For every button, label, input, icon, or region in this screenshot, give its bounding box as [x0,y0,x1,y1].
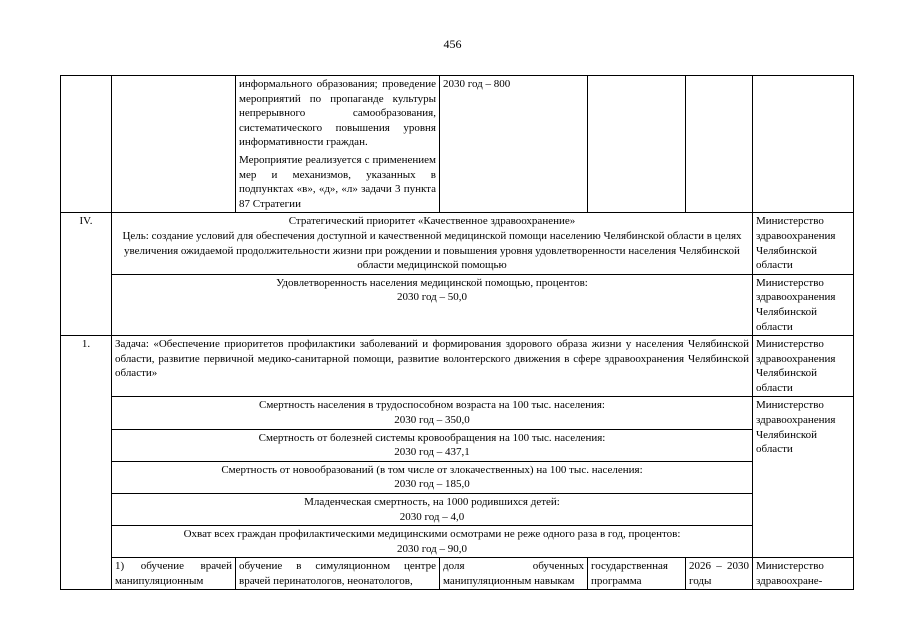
indicator-value: 2030 год – 185,0 [394,478,470,491]
section-row [61,213,854,274]
responsible-cell: Министерство здравоохранения Челябинской области [753,213,854,274]
program-cell [588,76,686,213]
indicator-name: Охват всех граждан профилактическими медицинскими осмотрами не реже одного раза в год, процентов: [183,528,681,541]
indicator-cell [440,558,588,590]
period-cell [686,76,753,213]
responsible-cell [753,76,854,213]
activity-cell [112,76,236,213]
indicator-row [61,429,854,461]
responsible-text: Министерство здравоохране- [756,560,824,587]
indicator-value: 2030 год – 350,0 [394,414,470,427]
table-row [61,76,854,213]
responsible-cell [753,558,854,590]
indicator-cell [112,397,753,429]
indicator-name: Удовлетворенность населения медицинской помощью, процентов: [276,276,588,289]
section-number: IV. [61,213,112,336]
indicator-cell: 2030 год – 800 [440,76,588,213]
table-row [61,558,854,590]
indicator-row [61,274,854,335]
activity-cell [112,558,236,590]
responsible-cell: Министерство здравоохранения Челябинской области [753,336,854,397]
indicator-cell [112,526,753,558]
page-number: 456 [443,37,462,51]
indicator-cell [112,461,753,493]
number-cell [61,76,112,213]
indicator-value: 2030 год – 90,0 [396,542,468,555]
task-text: Задача: «Обеспечение приоритетов профилактики заболеваний и формирования здорового образа жизни у населения Челябинской области, развитие первичной медико-санитарной помощи, развитие волонтерского движения в сфере здравоохранения Челябинской области» [112,336,753,397]
indicator-value: 2030 год – 437,1 [394,446,470,459]
responsible-cell: Министерство здравоохранения Челябинской области [753,397,854,558]
description-paragraph: Мероприятие реализуется с применением мер и механизмов, указанных в подпунктах «в», «д», «л» задачи 3 пункта 87 Стратегии [239,153,436,210]
description-cell [236,76,440,213]
indicator-cell [112,274,753,335]
indicator-row [61,397,854,429]
indicator-text: доля обученных манипуляционным навыкам [443,560,584,587]
period-cell [686,558,753,590]
description-text: обучение в симуляционном центре врачей перинатологов, неонатологов, [239,560,436,587]
priority-title: Стратегический приоритет «Качественное здравоохранение» [288,215,576,228]
responsible-cell: Министерство здравоохранения Челябинской области [753,274,854,335]
indicator-row [61,526,854,558]
period-text: 2026 – 2030 годы [689,560,749,587]
indicator-row [61,494,854,526]
strategy-table [60,75,854,590]
indicator-cell [112,494,753,526]
program-cell [588,558,686,590]
goal-text: Цель: создание условий для обеспечения доступной и качественной медицинской помощи населению Челябинской области в целях увеличения ожидаемой продолжительности жизни при рождении и повышения уровня удовлетворенности населения Челябинской области медицинской помощью [122,229,742,272]
description-paragraph: информального образования; проведение мероприятий по пропаганде культуры непрерывного самообразования, систематического повышения уровня информативности граждан. [239,78,436,149]
section-header [112,213,753,274]
indicator-value: 2030 год – 50,0 [396,291,468,304]
indicator-row [61,461,854,493]
description-cell [236,558,440,590]
program-text: государственная программа [591,560,668,587]
indicator-name: Смертность населения в трудоспособном возраста на 100 тыс. населения: [259,399,605,412]
indicator-value: 2030 год – 4,0 [399,510,465,523]
task-number: 1. [61,336,112,590]
indicator-cell [112,429,753,461]
activity-text: 1) обучение врачей манипуляционным [115,560,232,587]
indicator-name: Смертность от новообразований (в том числе от злокачественных) на 100 тыс. населения: [221,463,643,476]
indicator-name: Смертность от болезней системы кровообращения на 100 тыс. населения: [258,431,606,444]
indicator-name: Младенческая смертность, на 1000 родившихся детей: [304,496,560,509]
task-row [61,336,854,397]
